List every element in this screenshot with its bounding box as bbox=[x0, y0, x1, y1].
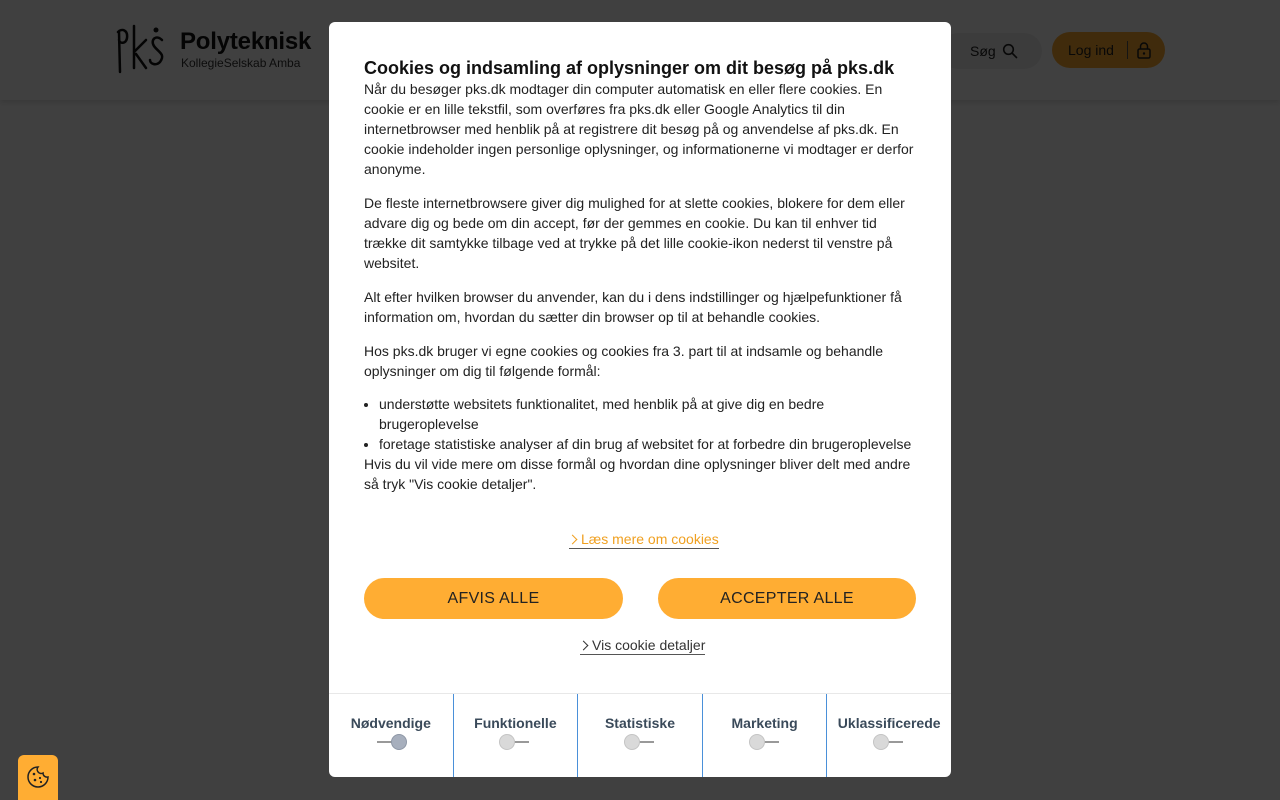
category-label: Funktionelle bbox=[474, 715, 557, 731]
cookie-consent-dialog bbox=[329, 22, 951, 777]
dialog-paragraph: De fleste internetbrowsere giver dig mulighed for at slette cookies, blokere for dem eller advare dig og bede om din accept, før der gemmes en cookie. Du kan til enhver tid trække dit samtykke tilbage ved at trykke på det lille cookie-ikon nederst til venstre på websitet. bbox=[364, 195, 905, 271]
dialog-paragraph: Hos pks.dk bruger vi egne cookies og cookies fra 3. part til at indsamle og behandle oplysninger om dig til følgende formål: bbox=[364, 343, 884, 379]
category-unclassified bbox=[827, 694, 951, 777]
cookie-icon bbox=[26, 765, 50, 789]
dialog-body bbox=[364, 57, 916, 494]
read-more-label: Læs mere om cookies bbox=[581, 531, 719, 547]
unclassified-toggle[interactable] bbox=[873, 734, 905, 750]
chevron-right-icon bbox=[568, 535, 578, 545]
chevron-right-icon bbox=[579, 641, 589, 651]
reject-all-button[interactable]: AFVIS ALLE bbox=[364, 578, 623, 619]
cookie-categories bbox=[329, 693, 951, 777]
functional-toggle[interactable] bbox=[499, 734, 531, 750]
category-marketing bbox=[703, 694, 828, 777]
dialog-paragraph: Når du besøger pks.dk modtager din computer automatisk en eller flere cookies. En cookie er en lille tekstfil, som overføres fra pks.dk eller Google Analytics til din internetbrowser med henblik på at registrere dit besøg på og anvendelse af pks.dk. En cookie indeholder ingen personlige oplysninger, og informationerne vi modtager er derfor anonyme. bbox=[364, 81, 914, 177]
category-label: Uklassificerede bbox=[837, 715, 941, 731]
accept-all-button[interactable]: ACCEPTER ALLE bbox=[658, 578, 916, 619]
category-functional bbox=[454, 694, 579, 777]
dialog-title: Cookies og indsamling af oplysninger om dit besøg på pks.dk bbox=[364, 58, 895, 78]
category-statistics bbox=[578, 694, 703, 777]
category-label: Statistiske bbox=[604, 715, 675, 731]
dialog-paragraph: Hvis du vil vide mere om disse formål og hvordan dine oplysninger bliver delt med andre så tryk "Vis cookie detaljer". bbox=[364, 456, 911, 492]
purpose-item: • understøtte websitets funktionalitet, med henblik på at give dig en bedre brugeroplevelse bbox=[379, 394, 916, 434]
dialog-paragraph: Alt efter hvilken browser du anvender, kan du i dens indstillinger og hjælpefunktioner få information om, hvordan du sætter din browser op til at behandle cookies. bbox=[364, 289, 902, 325]
purpose-item: • foretage statistiske analyser af din brug af websitet for at forbedre din brugeroplevelse bbox=[379, 434, 916, 454]
marketing-toggle[interactable] bbox=[749, 734, 781, 750]
toggle-knob bbox=[624, 734, 640, 750]
necessary-toggle[interactable] bbox=[375, 734, 407, 750]
toggle-knob bbox=[391, 734, 407, 750]
show-cookie-details-link[interactable] bbox=[580, 637, 705, 655]
toggle-knob bbox=[499, 734, 515, 750]
cookie-settings-button[interactable] bbox=[18, 755, 58, 800]
category-label: Marketing bbox=[731, 715, 798, 731]
category-necessary bbox=[329, 694, 454, 777]
read-more-cookies-link[interactable] bbox=[569, 531, 719, 549]
details-label: Vis cookie detaljer bbox=[592, 637, 706, 653]
purpose-list bbox=[364, 394, 916, 454]
toggle-knob bbox=[873, 734, 889, 750]
toggle-knob bbox=[749, 734, 765, 750]
statistics-toggle[interactable] bbox=[624, 734, 656, 750]
category-label: Nødvendige bbox=[350, 715, 431, 731]
